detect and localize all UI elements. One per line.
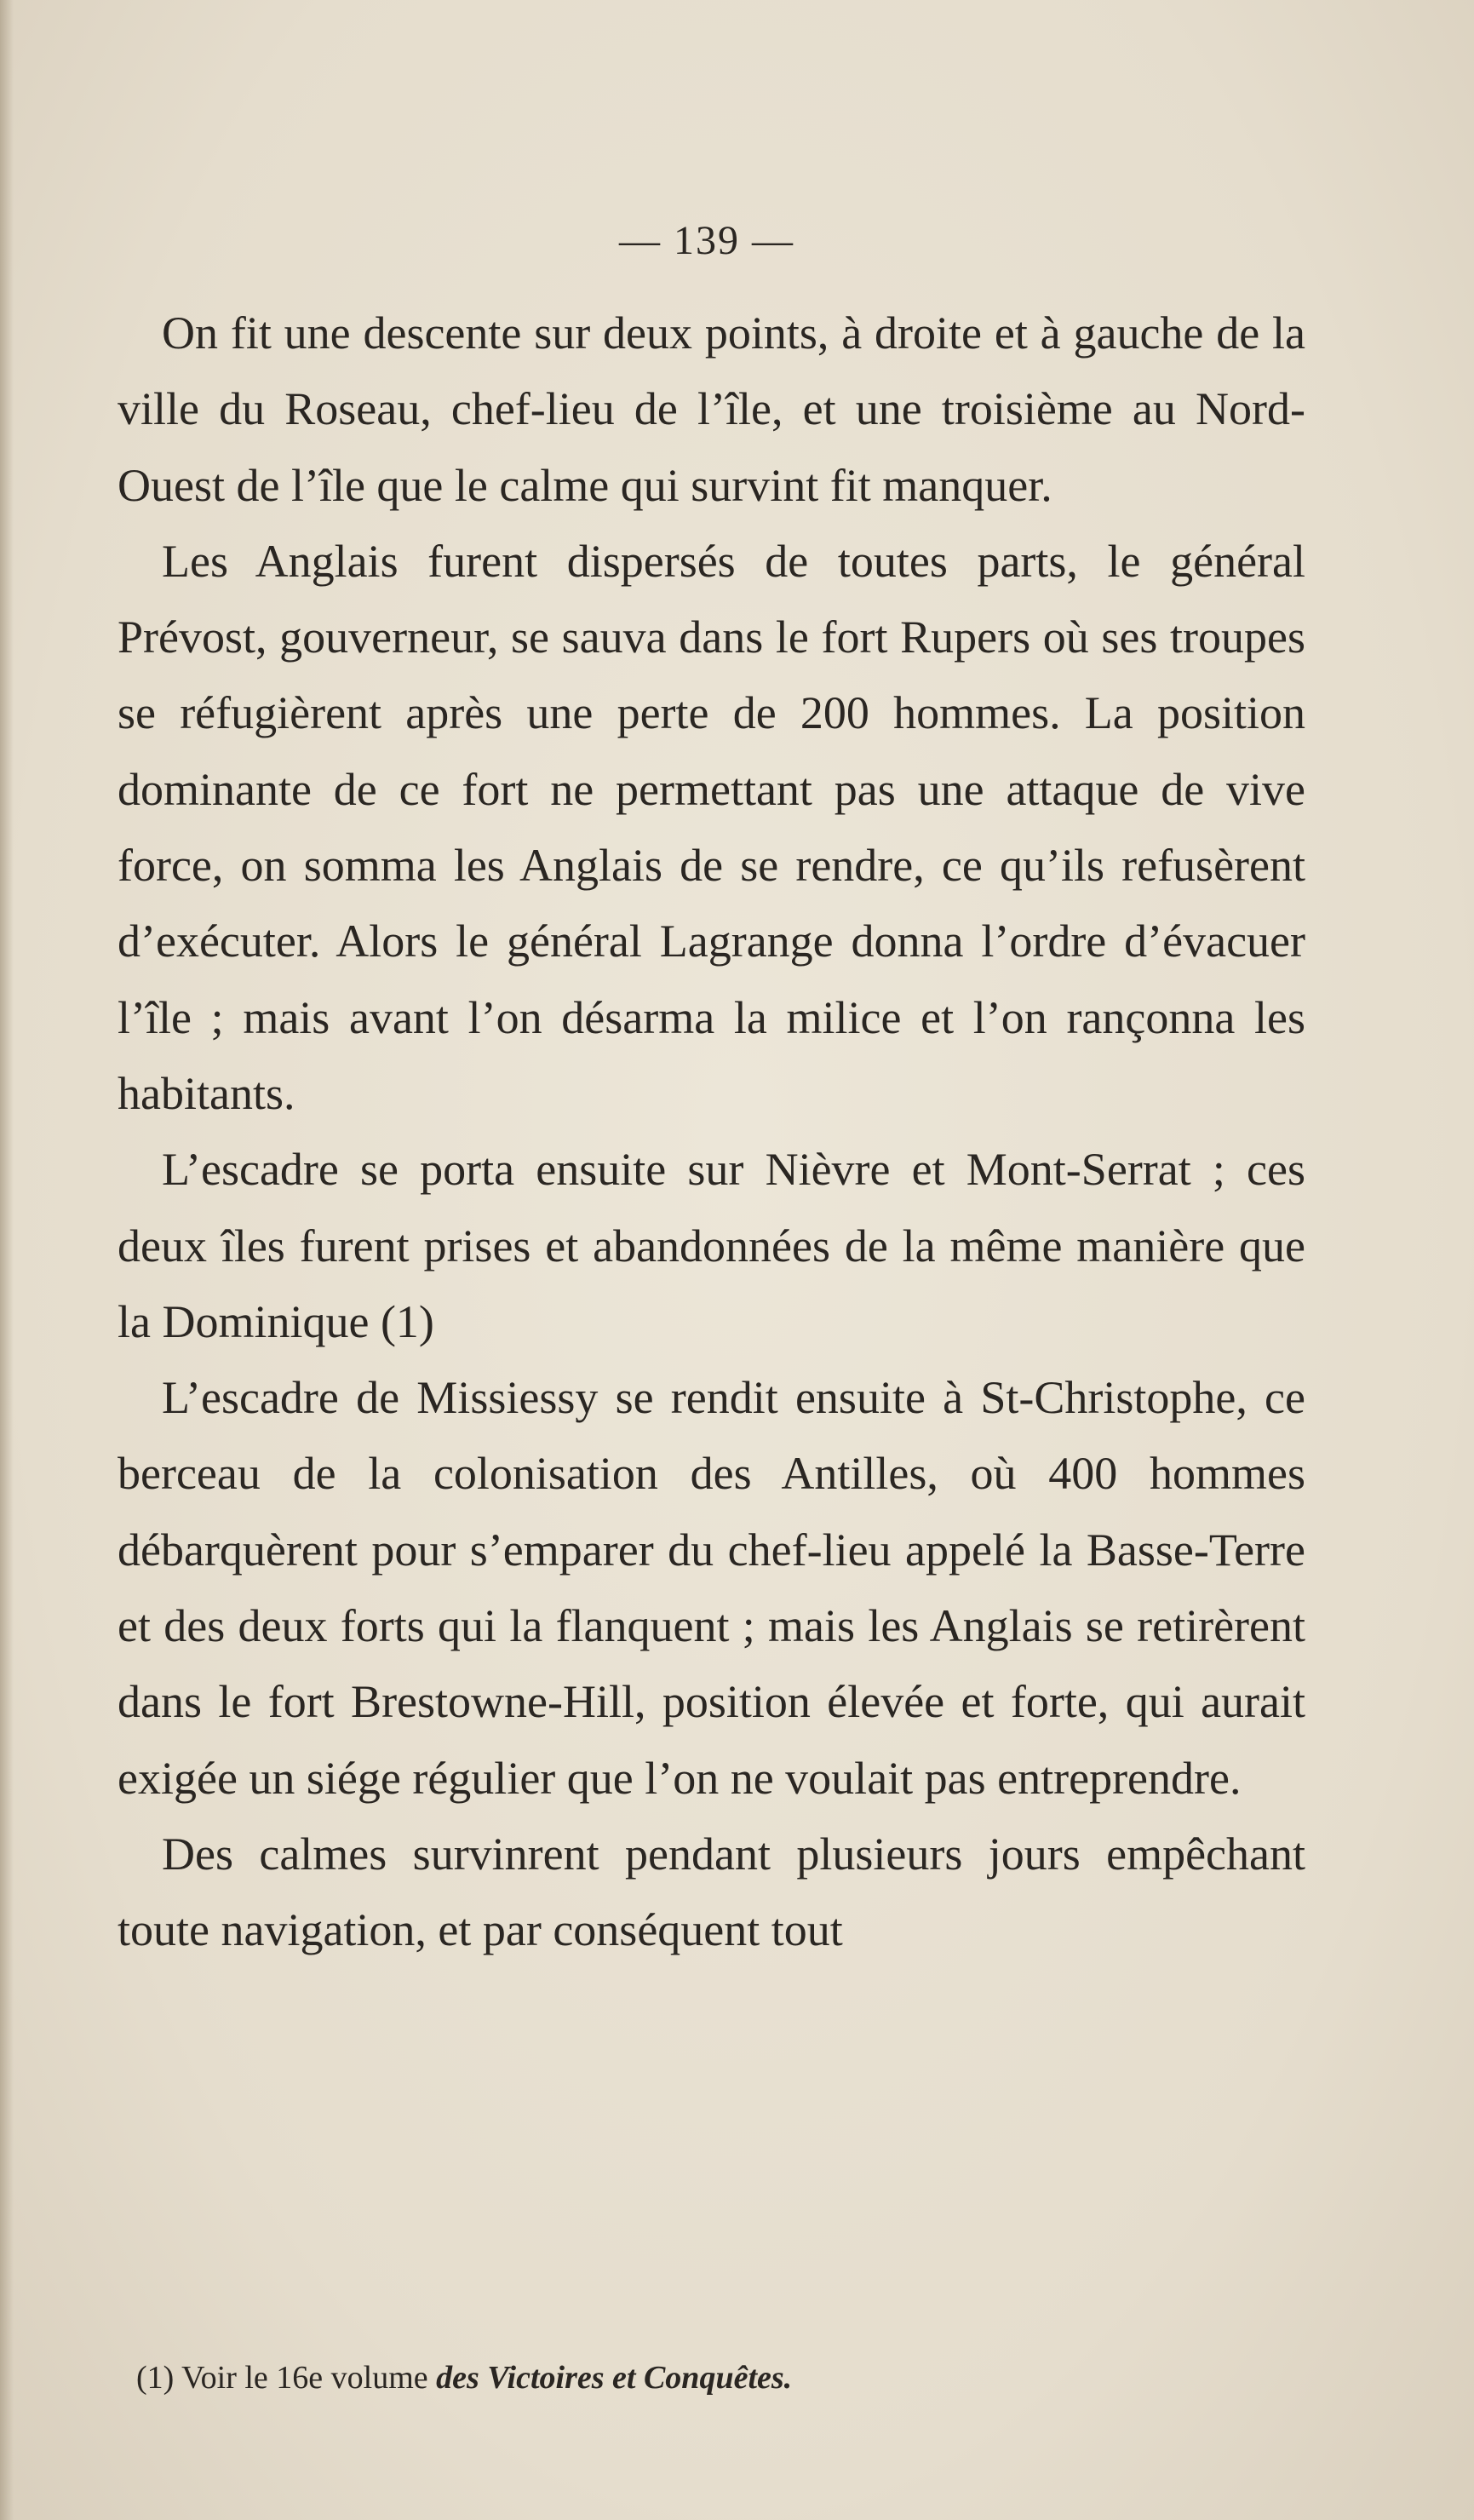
page-number: — 139 — [619, 218, 794, 263]
body-text [118, 296, 1305, 1969]
paragraph-3: L’escadre se porta ensuite sur Nièvre et Mont-Serrat ; ces deux îles furent prises et abandonnées de la même manière que la Dominique (1) [118, 1144, 1305, 1347]
paragraph-1: On fit une descente sur deux points, à droite et à gauche de la ville du Roseau, chef-lieu de l’île, et une troisième au Nord-Ouest de l’île que le calme qui survint fit manquer. [118, 307, 1305, 511]
footnote-italic: des Victoires et Conquêtes. [436, 2360, 793, 2396]
paragraph-5: Des calmes survinrent pendant plusieurs jours empêchant toute navigation, et par conséquent tout [118, 1828, 1305, 1956]
footnote [136, 2359, 1243, 2397]
footnote-text: (1) Voir le 16e volume [136, 2360, 428, 2396]
page-edge-shadow [0, 0, 14, 2520]
paragraph-2: Les Anglais furent dispersés de toutes parts, le général Prévost, gouverneur, se sauva dans le fort Rupers où ses troupes se réfugièrent après une perte de 200 hommes. La position dominante de ce fort ne permettant pas une attaque de vive force, on somma les Anglais de se rendre, ce qu’ils refusèrent d’exécuter. Alors le général Lagrange donna l’ordre d’évacuer l’île ; mais avant l’on désarma la milice et l’on rançonna les habitants. [118, 535, 1305, 1119]
paragraph-4: L’escadre de Missiessy se rendit ensuite à St-Christophe, ce berceau de la colonisation des Antilles, où 400 hommes débarquèrent pour s’emparer du chef-lieu appelé la Basse-Terre et des deux forts qui la flanquent ; mais les Anglais se retirèrent dans le fort Brestowne-Hill, position élevée et forte, qui aurait exigée un siége régulier que l’on ne voulait pas entreprendre. [118, 1372, 1305, 1804]
